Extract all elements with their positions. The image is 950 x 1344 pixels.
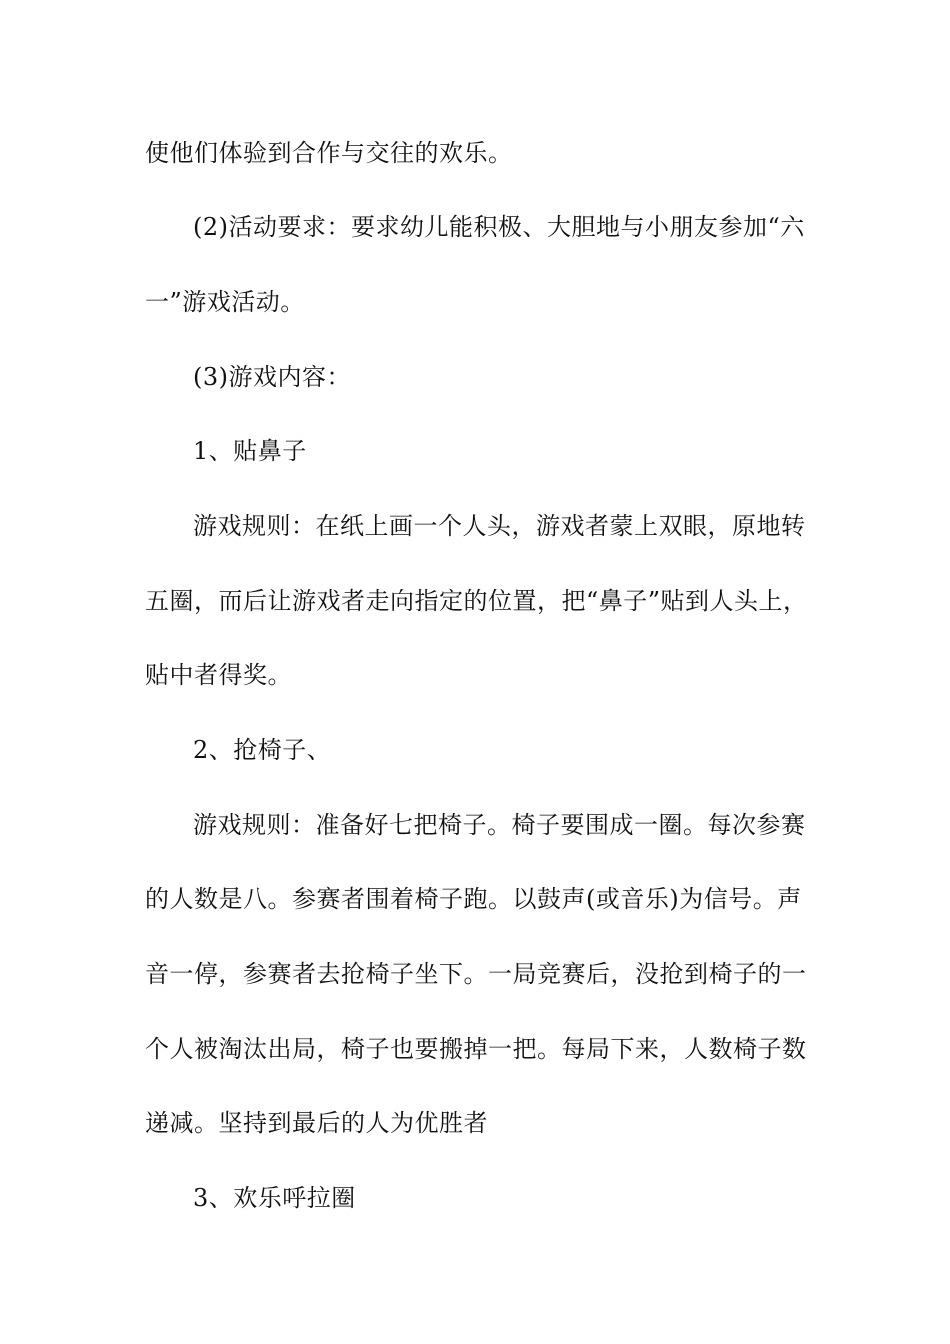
text-line-13: 个人被淘汰出局，椅子也要搬掉一把。每局下来，人数椅子数 [145,1035,807,1063]
text-line-10: 游戏规则：准备好七把椅子。椅子要围成一圈。每次参赛 [193,811,806,839]
text-line-11: 的人数是八。参赛者围着椅子跑。以鼓声(或音乐)为信号。声 [145,885,802,913]
text-line-14: 递减。坚持到最后的人为优胜者 [145,1109,488,1137]
text-line-3: 一”游戏活动。 [145,288,305,316]
text-line-1: 使他们体验到合作与交往的欢乐。 [145,139,513,167]
text-line-2: (2)活动要求：要求幼儿能积极、大胆地与小朋友参加“六 [193,213,805,241]
text-line-8: 贴中者得奖。 [145,661,292,689]
game-3-title: 3、欢乐呼拉圈 [193,1184,356,1212]
game-1-title: 1、贴鼻子 [193,437,307,465]
text-line-12: 音一停，参赛者去抢椅子坐下。一局竞赛后，没抢到椅子的一 [145,960,807,988]
section-heading-game-content: (3)游戏内容： [193,363,351,391]
game-2-title: 2、抢椅子、 [193,736,332,764]
text-line-6: 游戏规则：在纸上画一个人头，游戏者蒙上双眼，原地转 [193,512,806,540]
text-line-7: 五圈，而后让游戏者走向指定的位置，把“鼻子”贴到人头上， [145,587,808,615]
